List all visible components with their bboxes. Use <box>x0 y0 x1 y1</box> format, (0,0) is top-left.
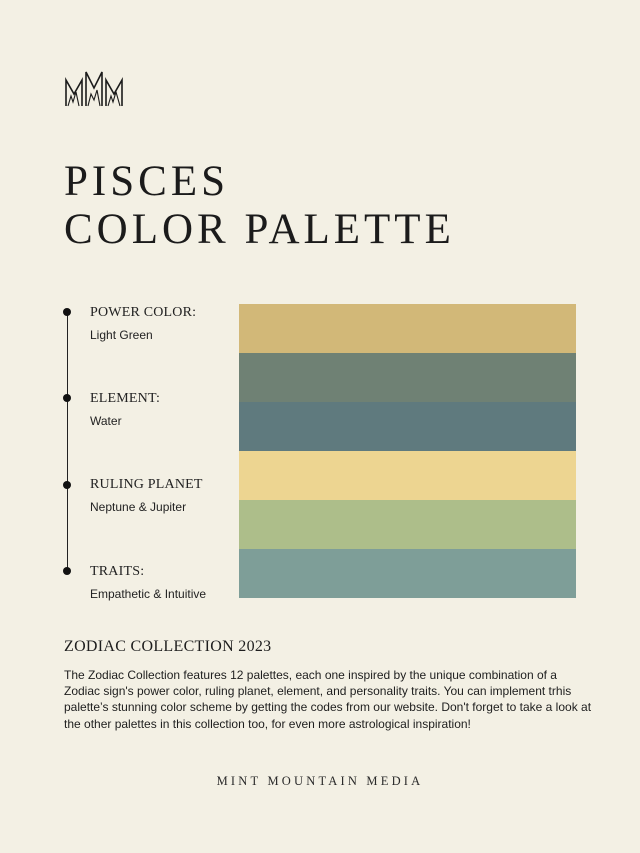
ruling-planet-value: Neptune & Jupiter <box>90 500 187 514</box>
timeline-dot <box>63 481 71 489</box>
timeline-line <box>67 312 68 572</box>
collection-description: The Zodiac Collection features 12 palettes, each one inspired by the unique combination of a Zodiac sign's power color, ruling planet, element, and personality traits. You can implement trhis palette’s stunning color scheme by getting the codes from our website. Don't forget to take a look at the other palettes in this collection too, for even more astrological inspiration! <box>64 668 592 731</box>
color-swatch-5 <box>239 500 576 549</box>
traits-label: TRAITS: <box>90 564 145 579</box>
color-swatch-6 <box>239 549 576 598</box>
power-color-value: Light Green <box>90 328 153 342</box>
ruling-planet-label: RULING PLANET <box>90 477 203 492</box>
title-line-2: COLOR PALETTE <box>64 206 455 253</box>
power-color-label: POWER COLOR: <box>90 305 197 320</box>
timeline-dot <box>63 567 71 575</box>
title-line-1: PISCES <box>64 158 230 205</box>
footer-brand-name: MINT MOUNTAIN MEDIA <box>216 774 424 788</box>
color-swatch-1 <box>239 304 576 353</box>
element-label: ELEMENT: <box>90 391 161 406</box>
color-swatch-4 <box>239 451 576 500</box>
palette-swatches <box>239 304 576 598</box>
mmm-mountain-logo-icon <box>64 66 128 108</box>
traits-value: Empathetic & Intuitive <box>90 587 207 601</box>
brand-logo-icon <box>64 66 128 108</box>
page-title <box>64 158 455 254</box>
color-swatch-3 <box>239 402 576 451</box>
collection-heading: ZODIAC COLLECTION 2023 <box>64 638 272 655</box>
element-value: Water <box>90 414 122 428</box>
color-swatch-2 <box>239 353 576 402</box>
timeline-dot <box>63 308 71 316</box>
timeline-dot <box>63 394 71 402</box>
